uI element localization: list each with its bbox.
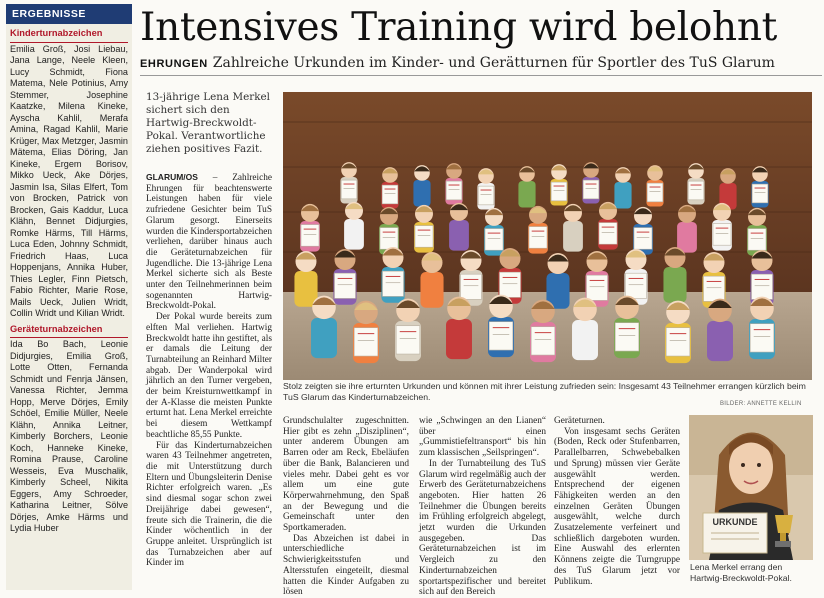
certificate (531, 327, 555, 355)
certificate (489, 322, 513, 350)
paragraph (146, 172, 272, 312)
child-body (707, 321, 733, 361)
section-title: Kinderturnabzeichen (10, 28, 103, 38)
certificate (341, 180, 357, 199)
certificate (599, 223, 617, 245)
certificate (461, 274, 482, 299)
child-body (572, 320, 598, 360)
names-list: Ida Bo Bach, Leonie Didjurgies, Emilia Groß, Lotte Otten, Fernanda Schmidt und Fenrja Jänsen, Vanessa Richter, Jemma Hopp, Merve Dörjes, Emily Schöel, Emilie Müller, Neele Klähn, Annika Leitner, Kimberly Borchers, Leonie Koch, Hanneke Kineke, Romina Prause, Caroline Wesseis, Eva Muschalik, Kimberly Scheel, Nikita Eggers, Amy Schroeder, Katharina Leitner, Sölve Dörjes, Amke Härms und Lydia Huber (10, 339, 128, 533)
certificate (382, 185, 398, 204)
portrait-illustration (689, 415, 813, 560)
sidebar-section-kinderturn (6, 28, 132, 320)
child-body (344, 219, 364, 250)
certificate (354, 328, 378, 356)
paragraph: Grundschulalter zugeschnitten. Hier gibt es zehn „Disziplinen“, unter anderem Übungen am Barren oder am Reck, Ebeläufen über die Bank, Balancieren und vieles mehr. Dabei geht es vor allem um eine gute Körperwahrnehmung, den Spaß an der Bewegung und die Gemeinschaft unter den Sportkameraden. (283, 416, 409, 534)
paragraph: wie „Schwingen an den Lianen“ über einen „Gummistiefeltransport“ bis hin zum klassischen „Seilspringen“. (419, 416, 546, 459)
kicker: EHRUNGEN (140, 58, 208, 70)
sidebar-header: ERGEBNISSE (6, 4, 132, 24)
certificate (446, 181, 462, 200)
results-sidebar (6, 4, 132, 590)
certificate (301, 225, 319, 247)
paragraph: Für das Kinderturnabzeichen waren 43 Teilnehmer angetreten, die mit Unterstützung durch Eltern und Übungsleiterin Denise Richter erfolgreich waren. „Es sind diesmal sogar schon zwei Dreijährige dabei gewesen“, freute sich die Trainerin, die die Kinder wöchentlich in der Gruppe anleitet. Ursprünglich ist das Turnabzeichen aber auf Kinder im (146, 440, 272, 569)
certificate (752, 274, 773, 299)
child-body (413, 180, 430, 207)
headline: Intensives Training wird belohnt (140, 5, 778, 50)
certificate (748, 229, 766, 251)
certificate-text: URKUNDE (712, 517, 758, 527)
certificate (704, 276, 725, 301)
child-body (614, 182, 631, 209)
certificate (485, 229, 503, 251)
certificate (587, 275, 608, 300)
article-column-1 (146, 172, 272, 569)
divider (10, 42, 128, 43)
group-photo (283, 92, 812, 380)
paragraph: Der Pokal wurde bereits zum elften Mal verliehen. Hartwig Breckwoldt hatte ihn gestiftet, als er damals die Leitung der Turnabteilung an Reinhard Milter abgab. Der Wanderpokal wird jährlich an den Turner vergeben, der beim Kreisturnwettkampf in der A-Klasse die meisten Punkte erturnt hat. Lena Merkel erreichte bei diesem Wettkampf beachtliche 85,55 Punkte. (146, 312, 272, 440)
certificate (396, 326, 420, 354)
paragraph: Geräteturnen. (554, 416, 605, 426)
certificate (383, 271, 404, 296)
photo-credit: BILDER: ANNETTE KELLIN (720, 401, 802, 407)
child-body (311, 318, 337, 358)
child-body (518, 181, 535, 208)
certificate (647, 183, 663, 202)
certificate (415, 226, 433, 248)
article-column-2 (283, 416, 409, 598)
certificate (615, 323, 639, 351)
names-list: Emilia Groß, Josi Liebau, Jana Lange, Neele Kleen, Lucy Schmidt, Fiona Matema, Nele Potinius, Amy Stemmer, Josephine Kaatzke, Milena Kineke, Ayscha Kahlil, Merafa Amina, Ragad Kahlil, Marie Krüger, Max Metzger, Jasmin Mätema, Elias Döring, Jan Kineke, Ergem Borisov, Mikko Ueck, Ake Dörjes, Jasmin Isa, Silas Elfert, Tom von Brocken, Patrick von Brocken, Gais Kaddur, Luca Klähn, Bennet Didjurgies, Romke Härms, Till Härms, Luca Eden, Johnny Schmidt, Friedrich Haas, Luca Hoppenjans, Annika Huber, Thies Legler, Finn Pietsch, Fabio Richter, Marie Rose, Mails Ueck, Julien Wridt, Collin Wridt und Kilian Wridt. (10, 43, 128, 318)
child-body (449, 220, 469, 251)
child-body (420, 272, 443, 308)
certificate (529, 227, 547, 249)
certificate (380, 228, 398, 250)
article-column-3 (419, 416, 546, 598)
certificate (551, 182, 567, 201)
portrait-photo (689, 415, 813, 560)
paragraph-text: – Zahlreiche Ehrungen für beachtenswerte Leistungen haben für viele zufriedene Gesichter beim TuS Glarum gesorgt. Einerseits wurden die Kindersportabzeichen verliehen, darüber hinaus auch die Geräteturnabzeichen für Jugendliche. Die 13-jährige Lena Merkel sicherte sich als Beste unter den Teilnehmerinnen beim sogenannten Hartwig-Breckwoldt-Pokal. (146, 173, 272, 312)
certificate (478, 186, 494, 205)
certificate (335, 273, 356, 298)
certificate (713, 224, 731, 246)
child-body (677, 222, 697, 253)
child-body (446, 319, 472, 359)
subheadline (140, 55, 820, 71)
dateline: GLARUM/OS (146, 172, 198, 182)
child-body (663, 267, 686, 303)
sidebar-section-geraeteturn (6, 324, 132, 535)
child-body (563, 221, 583, 252)
teaser: 13-jährige Lena Merkel sichert sich den Hartwig-Breckwoldt-Pokal. Verantwortliche ziehen positives Fazit. (146, 91, 270, 155)
subheadline-text: Zahlreiche Urkunden im Kinder- und Gerätturnen für Sportler des TuS Glarum (212, 55, 775, 71)
paragraph: Das Abzeichen ist dabei in unterschiedliche Schwierigkeitsstufen und Altersstufen eingeteilt, diesmal hatten die Kinder Aufgaben zu lösen (283, 533, 409, 598)
certificate (750, 324, 774, 352)
divider (10, 337, 128, 338)
certificate (666, 328, 690, 356)
certificate (634, 228, 652, 250)
section-title: Geräteturnabzeichen (10, 323, 103, 334)
article-column-4 (554, 416, 680, 587)
certificate (688, 181, 704, 200)
portrait-caption: Lena Merkel errang den Hartwig-Breckwoldt-Pokal. (690, 562, 792, 583)
certificate (500, 272, 521, 297)
paragraph: Von insgesamt sechs Geräten (Boden, Reck oder Stufenbarren, Parallelbarren, Schwebebalken und Sprung) müssen vier Geräte ausgewählt werden. Entsprechend der eigenen Fähigkeiten werden an den einzelnen Geräten Übungen ausgewählt, welche durch Zusatzelemente verfeinert und schließlich dargeboten wurden. Eine Auswahl des erlernten Könnens zeigte die Turngruppe des TuS Glarum jetzt vor Publikum. (554, 426, 680, 587)
certificate (583, 180, 599, 199)
certificate (752, 184, 768, 203)
headline-rule (140, 75, 822, 76)
certificate (626, 273, 647, 298)
paragraph: In der Turnabteilung des TuS Glarum wird regelmäßig auch der Erwerb des Geräteturnabzeichens angeboten. Hier hatten 26 Teilnehmer die Übungen bereits im Frühling erfolgreich abgelegt, jetzt wurden die Urkunden ausgegeben. Das Geräteturnabzeichen ist im Vergleich zu den Kinderturnabzeichen sportartspezifischer und bereitet sich auf den Bereich (419, 458, 546, 598)
group-photo-illustration (283, 92, 812, 380)
photo-caption: Stolz zeigten sie ihre erturnten Urkunden und können mit ihrer Leistung zufrieden sein: Insgesamt 43 Teilnehmer errangen kürzlich beim TuS Glarum das Kinderturnabzeichen. (283, 381, 806, 402)
